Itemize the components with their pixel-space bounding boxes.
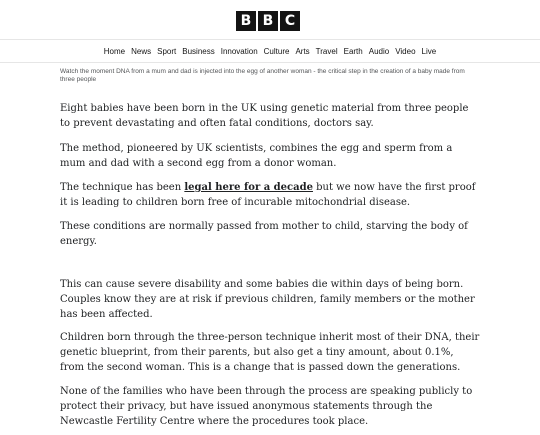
paragraph-3-text-start: The technique has been <box>60 182 185 193</box>
logo-letter-b1: B <box>236 11 256 31</box>
article-paragraph-3 <box>60 180 480 210</box>
logo-letter-c: C <box>280 11 300 31</box>
nav-item-live[interactable]: Live <box>421 46 437 56</box>
article-paragraph-7: None of the families who have been through the process are speaking publicly to protect their privacy, but have issued anonymous statements through the Newcastle Fertility Centre where the procedures took place. <box>60 386 473 427</box>
article-paragraph-6: Children born through the three-person technique inherit most of their DNA, their genetic blueprint, from their parents, but also get a tiny amount, about 0.1%, from the second woman. This is a change that is passed down the generations. <box>60 332 480 373</box>
article-paragraph-1: Eight babies have been born in the UK using genetic material from three people to prevent devastating and often fatal conditions, doctors say. <box>60 103 469 129</box>
nav-item-news[interactable]: News <box>131 46 152 56</box>
masthead <box>0 0 540 40</box>
bbc-logo[interactable] <box>236 11 300 31</box>
video-caption: Watch the moment DNA from a mum and dad is injected into the egg of another woman - the critical step in the creation of a baby made from three people <box>60 68 465 83</box>
nav-item-arts[interactable]: Arts <box>295 46 310 56</box>
nav-item-business[interactable]: Business <box>182 46 215 56</box>
nav-item-home[interactable]: Home <box>103 46 126 56</box>
article-paragraph-2: The method, pioneered by UK scientists, combines the egg and sperm from a mum and dad with a second egg from a donor woman. <box>60 143 453 169</box>
legal-decade-link[interactable]: legal here for a decade <box>184 182 313 193</box>
article-paragraph-5: This can cause severe disability and some babies die within days of being born. Couples know they are at risk if previous children, family members or the mother has been affected. <box>60 279 475 320</box>
nav-item-travel[interactable]: Travel <box>315 46 338 56</box>
article-paragraph-4: These conditions are normally passed from mother to child, starving the body of energy. <box>60 221 468 247</box>
paragraph-3-text-end: but we now have the first proof it is leading to children born free of incurable mitochondrial disease. <box>60 182 476 208</box>
nav-item-innovation[interactable]: Innovation <box>220 46 258 56</box>
nav-item-sport[interactable]: Sport <box>157 46 177 56</box>
logo-letter-b2: B <box>258 11 278 31</box>
nav-item-audio[interactable]: Audio <box>368 46 390 56</box>
nav-item-video[interactable]: Video <box>395 46 416 56</box>
nav-item-earth[interactable]: Earth <box>343 46 363 56</box>
nav-item-culture[interactable]: Culture <box>263 46 290 56</box>
main-nav <box>0 40 540 63</box>
